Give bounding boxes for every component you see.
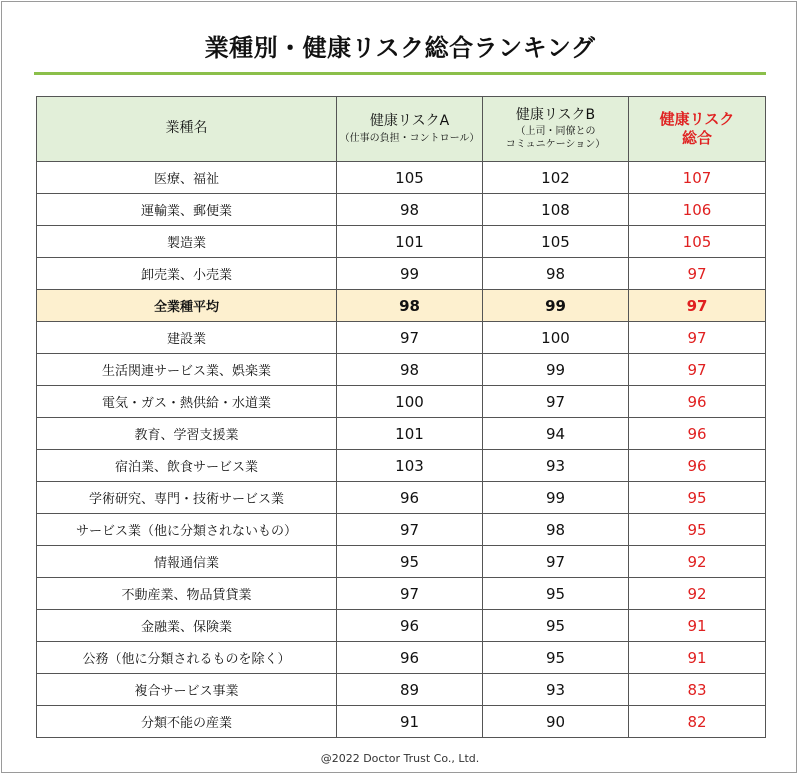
total-risk-cell: 96 bbox=[629, 418, 766, 450]
risk-b-cell: 108 bbox=[483, 194, 629, 226]
risk-b-cell: 98 bbox=[483, 514, 629, 546]
total-risk-cell: 92 bbox=[629, 578, 766, 610]
total-risk-cell: 96 bbox=[629, 450, 766, 482]
table-row bbox=[37, 194, 766, 226]
header-risk-b-subtitle: （上司・同僚との コミュニケーション） bbox=[505, 126, 606, 150]
risk-a-cell: 98 bbox=[337, 290, 483, 322]
risk-a-cell: 95 bbox=[337, 546, 483, 578]
table-row-average bbox=[37, 290, 766, 322]
risk-b-cell: 97 bbox=[483, 386, 629, 418]
table-row bbox=[37, 450, 766, 482]
risk-b-cell: 94 bbox=[483, 418, 629, 450]
header-risk-a-label: 健康リスクA bbox=[369, 113, 450, 129]
risk-a-cell: 97 bbox=[337, 514, 483, 546]
table-row bbox=[37, 642, 766, 674]
table-row bbox=[37, 706, 766, 738]
risk-b-cell: 95 bbox=[483, 642, 629, 674]
industry-name-cell: 教育、学習支援業 bbox=[37, 418, 337, 450]
industry-name-cell: 金融業、保険業 bbox=[37, 610, 337, 642]
risk-a-cell: 101 bbox=[337, 226, 483, 258]
risk-b-cell: 99 bbox=[483, 290, 629, 322]
page-title: 業種別・健康リスク総合ランキング bbox=[204, 34, 596, 62]
risk-b-cell: 99 bbox=[483, 354, 629, 386]
table-row bbox=[37, 482, 766, 514]
industry-name-cell: 製造業 bbox=[37, 226, 337, 258]
risk-a-cell: 97 bbox=[337, 322, 483, 354]
risk-a-cell: 91 bbox=[337, 706, 483, 738]
risk-b-cell: 90 bbox=[483, 706, 629, 738]
ranking-table bbox=[36, 96, 766, 738]
risk-a-cell: 96 bbox=[337, 642, 483, 674]
industry-name-cell: サービス業（他に分類されないもの） bbox=[37, 514, 337, 546]
industry-name-cell: 宿泊業、飲食サービス業 bbox=[37, 450, 337, 482]
industry-name-cell: 医療、福祉 bbox=[37, 162, 337, 194]
industry-name-cell: 生活関連サービス業、娯楽業 bbox=[37, 354, 337, 386]
risk-a-cell: 96 bbox=[337, 482, 483, 514]
risk-b-cell: 95 bbox=[483, 578, 629, 610]
table-row bbox=[37, 578, 766, 610]
risk-a-cell: 98 bbox=[337, 354, 483, 386]
header-total-risk: 健康リスク 総合 bbox=[629, 97, 766, 162]
industry-name-cell: 公務（他に分類されるものを除く） bbox=[37, 642, 337, 674]
table-row bbox=[37, 386, 766, 418]
industry-name-cell: 建設業 bbox=[37, 322, 337, 354]
risk-a-cell: 97 bbox=[337, 578, 483, 610]
total-risk-cell: 95 bbox=[629, 514, 766, 546]
title-underline bbox=[34, 72, 766, 75]
risk-b-cell: 105 bbox=[483, 226, 629, 258]
total-risk-cell: 83 bbox=[629, 674, 766, 706]
industry-name-cell: 分類不能の産業 bbox=[37, 706, 337, 738]
table-row bbox=[37, 546, 766, 578]
total-risk-cell: 106 bbox=[629, 194, 766, 226]
risk-a-cell: 101 bbox=[337, 418, 483, 450]
total-risk-cell: 91 bbox=[629, 610, 766, 642]
industry-name-cell: 卸売業、小売業 bbox=[37, 258, 337, 290]
table-row bbox=[37, 322, 766, 354]
copyright-footer: @2022 Doctor Trust Co., Ltd. bbox=[320, 752, 480, 765]
total-risk-cell: 91 bbox=[629, 642, 766, 674]
table-row bbox=[37, 674, 766, 706]
risk-a-cell: 96 bbox=[337, 610, 483, 642]
industry-name-cell: 学術研究、専門・技術サービス業 bbox=[37, 482, 337, 514]
industry-name-cell: 全業種平均 bbox=[37, 290, 337, 322]
industry-name-cell: 不動産業、物品賃貸業 bbox=[37, 578, 337, 610]
table-row bbox=[37, 226, 766, 258]
header-risk-a bbox=[337, 97, 483, 162]
industry-name-cell: 情報通信業 bbox=[37, 546, 337, 578]
risk-b-cell: 97 bbox=[483, 546, 629, 578]
risk-b-cell: 100 bbox=[483, 322, 629, 354]
risk-a-cell: 98 bbox=[337, 194, 483, 226]
risk-a-cell: 105 bbox=[337, 162, 483, 194]
table-row bbox=[37, 514, 766, 546]
risk-b-cell: 93 bbox=[483, 450, 629, 482]
total-risk-cell: 105 bbox=[629, 226, 766, 258]
risk-a-cell: 89 bbox=[337, 674, 483, 706]
risk-b-cell: 102 bbox=[483, 162, 629, 194]
risk-b-cell: 99 bbox=[483, 482, 629, 514]
table-row bbox=[37, 418, 766, 450]
total-risk-cell: 96 bbox=[629, 386, 766, 418]
header-risk-a-subtitle: （仕事の負担・コントロール） bbox=[339, 132, 480, 144]
industry-name-cell: 複合サービス事業 bbox=[37, 674, 337, 706]
industry-name-cell: 電気・ガス・熱供給・水道業 bbox=[37, 386, 337, 418]
risk-b-cell: 95 bbox=[483, 610, 629, 642]
total-risk-cell: 97 bbox=[629, 290, 766, 322]
header-risk-b bbox=[483, 97, 629, 162]
table-row bbox=[37, 162, 766, 194]
header-risk-b-label: 健康リスクB bbox=[515, 106, 596, 123]
total-risk-cell: 95 bbox=[629, 482, 766, 514]
total-risk-cell: 92 bbox=[629, 546, 766, 578]
risk-a-cell: 99 bbox=[337, 258, 483, 290]
risk-a-cell: 103 bbox=[337, 450, 483, 482]
total-risk-cell: 107 bbox=[629, 162, 766, 194]
table-row bbox=[37, 610, 766, 642]
header-industry-name: 業種名 bbox=[37, 97, 337, 162]
risk-b-cell: 98 bbox=[483, 258, 629, 290]
total-risk-cell: 97 bbox=[629, 354, 766, 386]
total-risk-cell: 82 bbox=[629, 706, 766, 738]
industry-name-cell: 運輸業、郵便業 bbox=[37, 194, 337, 226]
risk-a-cell: 100 bbox=[337, 386, 483, 418]
table-header-row bbox=[37, 97, 766, 162]
total-risk-cell: 97 bbox=[629, 322, 766, 354]
table-row bbox=[37, 258, 766, 290]
table-row bbox=[37, 354, 766, 386]
total-risk-cell: 97 bbox=[629, 258, 766, 290]
risk-b-cell: 93 bbox=[483, 674, 629, 706]
